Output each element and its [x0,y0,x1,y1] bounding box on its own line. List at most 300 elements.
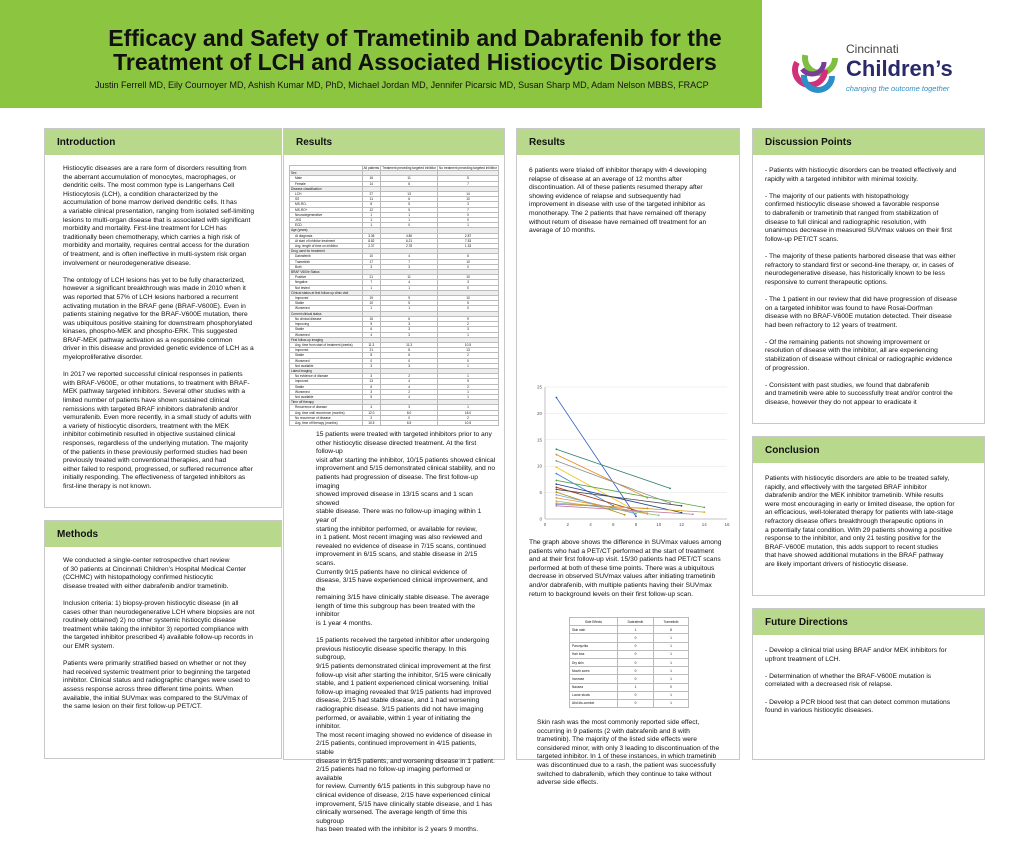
future-directions-panel [752,608,985,760]
data-point [681,505,683,507]
introduction-paragraph: Histiocytic diseases are a rare form of disorders resulting from the aberrant accumulation of monocytes, macrophages, or dendritic cells. The most common type is Langerhans Cell Histiocytosis (LCH), a condition characterized by the accumulation of bone marrow derived dendritic cells. It has a variable clinical presentation, ranging from isolated self-limiting lesions to multi-organ disease that is associated with significant morbidity and mortality. First-line treatment for LCH has traditionally been chemotherapy, which carries a high risk of morbidity and mortality, requires central access for the duration of treatment, and is often ineffective in multi-system risk organ involvement or neurodegenerative disease. [63,165,255,267]
table-cell: Not tested [290,285,363,290]
table-cell: 6 [381,316,438,321]
future-directions-body [753,635,984,716]
table-cell: Nausea [570,683,618,691]
table-cell: 7 [381,259,438,264]
discussion-point: - The majority of these patients harbored disease that was either refractory to standard first or second-line therapy, or, in cases of neurodegenerative disease, has historically known to be less responsive to current therapeutic options. [765,252,956,286]
table-row [570,642,689,650]
poster-header [0,0,762,108]
series-line [556,503,704,512]
table-cell: 1 [438,389,499,394]
table-cell: 1 [654,650,689,658]
table-cell: 10 [362,301,381,306]
table-cell: 0 [438,285,499,290]
table-cell: 2 [438,384,499,389]
table-cell: 2 [438,353,499,358]
table-cell: At diagnosis [290,233,363,238]
table-cell: 0 [617,658,653,666]
introduction-heading: Introduction [45,129,281,155]
results-heading-2: Results [517,129,739,155]
table-cell: Sex [290,171,363,176]
table-cell: Stable [290,327,363,332]
table-cell: 3 [362,374,381,379]
table-cell: 6.21 [381,238,438,243]
methods-panel [44,520,282,759]
table-cell: 9 [381,296,438,301]
table-cell: Worsened [290,306,363,311]
results-panel-2 [516,128,740,787]
table-row [570,675,689,683]
table-cell: Current clinical status [290,311,363,316]
table-cell: 1 [654,642,689,650]
demographics-table-body [290,171,499,426]
table-cell: 3 [438,202,499,207]
table-cell: Mouth sores [570,667,618,675]
side-effects-table [569,617,689,708]
data-point [555,494,557,496]
data-point [624,514,626,516]
table-cell: Abd dis-comfort [570,699,618,707]
data-point [635,515,637,517]
discussion-point: - The 1 patient in our review that did have progression of disease on a targeted inhibitor was found to have Rosai-Dorfman disease with no BRAF-V600E mutation detected. Their disease had been refractory to 12 years of treatment. [765,295,958,329]
table-cell: 10.5 [438,420,499,425]
table-cell: 8 [654,626,689,634]
table-cell: Neurodegenerative [290,212,363,217]
table-cell: Increase [570,675,618,683]
table-cell: Recurrence of disease [290,405,363,410]
x-tick-label: 6 [611,522,615,527]
table-cell: Clinical status at first follow-up clinic visit [290,290,363,295]
table-cell: 4 [381,384,438,389]
data-point [555,466,557,468]
table-cell: 6 [381,181,438,186]
table-cell: 8.82 [362,238,381,243]
table-cell: 1 [438,394,499,399]
table-cell: 1 [381,285,438,290]
table-cell: 13 [381,192,438,197]
table-cell: 8 [362,202,381,207]
table-cell: 0 [617,634,653,642]
table-cell: 8 [381,348,438,353]
table-cell: Avg. time from start of treatment (weeks) [290,342,363,347]
data-point [703,506,705,508]
table-cell: Loose stools [570,691,618,699]
table-cell: 6 [438,254,499,259]
data-point [555,505,557,507]
data-point [692,513,694,515]
introduction-paragraph: The ontology of LCH lesions has yet to be fully characterized, however a significant breakthrough was made in 2010 when it was reported that 57% of LCH lesions harbored a recurrent activating mutation in the BRAF gene (BRAF-V600E). Even in patients staining negative for the BRAF-V600E mutation, there was ubiquitous positive staining for downstream phosphorylated kinases, phospho-MEK and phospho-ERK. This suggested BRAF-MEK pathway activation as a responsible common driver in this disease and provided genetic evidence of LCH as a myeloproliferative disorder. [63,276,254,362]
table-cell: 10.5 [438,342,499,347]
table-cell: 1 [362,223,381,228]
table-cell: Improved [290,379,363,384]
table-cell: Stable [290,301,363,306]
table-cell: 5 [362,322,381,327]
data-point [555,502,557,504]
data-point [555,460,557,462]
table-cell: Disease classification [290,186,363,191]
table-cell: 0 [617,650,653,658]
table-cell: 1 [438,332,499,337]
table-cell: BRAF V600e Status [290,270,363,275]
table-cell: 12.0 [362,410,381,415]
poster-authors: Justin Ferrell MD, Eily Cournoyer MD, Ashish Kumar MD, PhD, Michael Jordan MD, Jennifer Picarsic MD, Susan Sharp MD, Adam Nelson MBBS, FRACP [95,80,709,90]
results-heading-1: Results [284,129,504,155]
graph-description: The graph above shows the difference in SUVmax values among patients who had a PET/CT performed at the start of treatment and at their first follow-up visit. 15/30 patients had PET/CT scans performed at both of these time points. There was a ubiquitous decrease in observed SUVmax values after initiating trametinib and/or dabrafenib, with multiple patients having their SUVmax return to background levels on their first follow-up scan. [529,539,722,598]
table-cell: 4 [362,332,381,337]
results1-paragraph: 15 patients received the targeted inhibitor after undergoing previous histiocytic disease specific therapy. In this subgroup, 9/15 patients demonstrated clinical improvement at the first follow-up visit after starting the inhibitor, 5/15 were clinically stable, and 1 patient experienced clinical worsening. Initial follow-up imaging revealed that 9/15 patients had improved disease, 2/15 had stable disease, and 1 had worsening radiographic disease. 3/15 patients did not have imaging performed, or available, within 1 year of initiating the inhibitor. The most recent imaging showed no evidence of disease in 2/15 patients, continued improvement in 4/15 patients, stable disease in 6/15 patients, and worsening disease in 1 patient. 2/15 patients had no follow-up imaging performed or available for review. Currently 6/15 patients in this subgroup have no clinical evidence of disease, 2/15 have experienced clinical improvement, 5/15 have clinically stable disease, and 1 has clinically worsened. The average length of time this subgroup has been treated with the inhibitor is 2 years 9 months. [316,637,495,834]
table-cell: 5 [381,301,438,306]
table-cell: Worsened [290,358,363,363]
table-cell: 3 [381,264,438,269]
data-point [555,473,557,475]
table-cell: 0 [617,691,653,699]
x-tick-label: 16 [724,522,730,527]
data-point [635,513,637,515]
table-cell: At start of inhibitor treatment [290,238,363,243]
future-directions-heading: Future Directions [753,609,984,635]
introduction-body [45,155,281,492]
table-cell: SS [290,197,363,202]
table-cell: Female [290,181,363,186]
demographics-table [289,165,499,426]
table-cell: 11 [362,197,381,202]
table-cell: 1 [381,212,438,217]
methods-paragraph: Patients were primarily stratified based on whether or not they had received systemic treatment prior to beginning the targeted inhibitor. Clinical status and radiographic changes were used to assess response across three different time points. When available, the initial SUVmax was compared to the SUVmax of the same lesion on their first follow-up PET/CT. [63,660,251,711]
table-cell: No recurrence of disease [290,415,363,420]
table-cell: Stable [290,384,363,389]
table-cell: 2 [381,389,438,394]
table-cell: 17 [362,259,381,264]
table-cell: 7 [362,280,381,285]
table-row [290,420,499,425]
data-point [555,489,557,491]
table-cell: Latest imaging [290,368,363,373]
table-cell: 1 [438,405,499,410]
table-cell: 10 [438,275,499,280]
table-cell: 3 [362,264,381,269]
future-direction-item: - Determination of whether the BRAF-V600E mutation is correlated with a decreased risk of relapse. [765,672,932,689]
table-cell: 3 [362,389,381,394]
table-cell: 6 [381,197,438,202]
table-cell: 3 [381,405,438,410]
table-cell: 5 [381,207,438,212]
table-row [570,667,689,675]
table-cell: 6 [362,327,381,332]
methods-heading: Methods [45,521,281,547]
table-cell: Trametinib [290,259,363,264]
table-cell: 1.33 [438,244,499,249]
results-panel-1 [283,128,505,834]
future-direction-item: - Develop a PCR blood test that can detect common mutations found in various histiocytic diseases. [765,698,951,715]
data-point [703,511,705,513]
table-cell: Hair loss [570,650,618,658]
methods-paragraph: We conducted a single-center retrospective chart review of 30 patients at Cincinnati Children’s Hospital Medical Center (CCHMC) with histopathology confirmed histiocytic disease treated with either dabrafenib and/or trametinib. [63,557,247,590]
poster-title: Efficacy and Safety of Trametinib and Dabrafenib for the Treatment of LCH and Associated Histiocytic Disorders [108,25,722,75]
table-cell: 18.0 [438,410,499,415]
table-cell: LCH [290,192,363,197]
table-header-row [570,618,689,626]
logo-tagline: changing the outcome together [846,84,950,93]
table-cell: Improved [290,348,363,353]
table-cell: 19 [362,296,381,301]
table-cell: 1 [654,691,689,699]
table-cell: 1 [362,306,381,311]
table-cell [570,634,618,642]
table-cell: 7 [438,181,499,186]
table-cell: 1 [362,212,381,217]
introduction-panel [44,128,282,508]
table-header-cell: Trametinib [654,618,689,626]
x-tick-label: 8 [634,522,638,527]
table-cell: 0 [617,667,653,675]
discussion-point: - The majority of our patients with histopathology confirmed histiocytic disease showed a favorable response to dabrafenib or trametinib that ranged from stabilization of disease to full clinical and radiographic resolution, with unanimous decrease in measured SUVmax values on their first follow-up PET/CT scans. [765,192,952,243]
table-cell: 4 [381,394,438,399]
logo-line2: Children’s [846,56,953,81]
table-cell: 3 [381,322,438,327]
y-tick-label: 15 [536,437,542,443]
discussion-panel [752,128,985,424]
table-cell: MS-RO+ [290,207,363,212]
table-cell: 2.87 [438,233,499,238]
table-row [570,650,689,658]
table-cell: 1 [654,699,689,707]
table-cell: 8 [362,353,381,358]
data-point [669,502,671,504]
data-point [555,448,557,450]
table-header-cell: Side Effects [570,618,618,626]
data-point [555,486,557,488]
table-cell: Skin rash [570,626,618,634]
table-cell: Positive [290,275,363,280]
table-cell: 0 [654,683,689,691]
table-cell: JXG [290,218,363,223]
x-tick-label: 0 [543,522,547,527]
table-cell: 11 [381,176,438,181]
data-point [555,480,557,482]
table-row [570,683,689,691]
table-cell: Avg. time until recurrence (months) [290,410,363,415]
table-cell: 5 [362,394,381,399]
table-cell: 15 [362,316,381,321]
table-cell: 2 [362,415,381,420]
table-cell: 0 [617,699,653,707]
table-cell: 5 [438,301,499,306]
table-row [570,699,689,707]
table-cell: 0 [617,675,653,683]
data-point [555,397,557,399]
discussion-body [753,155,984,408]
table-cell: 9 [438,379,499,384]
table-cell: No clinical disease [290,316,363,321]
table-cell: Improved [290,296,363,301]
table-cell: 10 [362,254,381,259]
table-cell: 10 [438,197,499,202]
table-cell: Stable [290,353,363,358]
results2-intro: 6 patients were trialed off inhibitor therapy with 4 developing relapse of disease at an average of 12 months after discontinuation. All of these patients resumed therapy after showing evidence of relapse and subsequently had improvement in disease with use of the targeted inhibitor as monotherapy. The 2 patients that have remained off therapy without return of disease have remained off treatment for an average of 10 months. [529,167,707,235]
table-cell: 2.78 [381,244,438,249]
y-tick-label: 0 [539,516,542,522]
table-cell: 16 [362,176,381,181]
table-cell: 1 [654,658,689,666]
table-cell: Not available [290,394,363,399]
x-tick-label: 2 [566,522,570,527]
table-cell: 2 [438,415,499,420]
table-row [570,634,689,642]
table-cell: 0 [617,642,653,650]
data-point [555,497,557,499]
data-point [669,487,671,489]
table-cell: Avg. time off therapy (months) [290,420,363,425]
table-cell: Time off therapy [290,400,363,405]
table-cell: 13 [438,348,499,353]
table-cell: 0 [438,264,499,269]
table-cell: 9 [438,316,499,321]
table-cell: 1 [381,306,438,311]
table-cell: 11.3 [362,342,381,347]
table-cell: ECD [290,223,363,228]
table-row [570,658,689,666]
introduction-paragraph: In 2017 we reported successful clinical responses in patients with BRAF-V600E, or other mutations, to treatment with BRAF- MEK pathway targeted inhibitors. Several other studies with a limited number of patients have shown sustained clinical remissions with targeted BRAF inhibitors dabrafenib and/or vemurafenib. Even more recently, in a small study of adults with a variety of histiocytic disorders, treatment with the MEK inhibitor cobimetinib resulted in objective sustained clinical responses, regardless of the underlying mutation. The majority of the patients in these previously performed studies had been previously treated with conventional therapies, and had either failed to respond, progressed, or suffered recurrence after initially responding. The effectiveness of targeted inhibitors as first-line therapy is not known. [63,371,253,490]
x-tick-label: 12 [678,522,685,527]
conclusion-heading: Conclusion [753,437,984,463]
data-point [658,514,660,516]
table-cell: Male [290,176,363,181]
table-cell: 1 [362,285,381,290]
table-cell: Both [290,264,363,269]
discussion-point: - Patients with histiocytic disorders can be treated effectively and rapidly with a targeted inhibitor with minimal toxicity. [765,167,957,183]
table-cell: Dry skin [570,658,618,666]
table-cell: 0 [438,218,499,223]
table-cell: 10.5 [362,420,381,425]
y-tick-label: 20 [536,410,542,416]
table-header-cell: Treatment preceding targeted inhibitor [382,166,437,170]
table-cell: 7 [438,207,499,212]
table-cell: 7.53 [438,238,499,243]
table-cell: 1 [438,374,499,379]
table-cell: 1 [654,667,689,675]
table-cell: 1 [617,683,653,691]
table-cell: 4 [381,379,438,384]
table-cell: 0 [381,415,438,420]
table-cell: Negative [290,280,363,285]
table-cell: MS-RO- [290,202,363,207]
table-cell: 3.36 [362,233,381,238]
table-cell: 10 [438,259,499,264]
table-cell: 4 [381,280,438,285]
table-cell: 6.5 [381,420,438,425]
table-cell: 4 [381,254,438,259]
conclusion-panel [752,436,985,596]
x-tick-label: 10 [656,522,662,527]
table-cell: Improving [290,322,363,327]
table-cell: 2 [381,374,438,379]
table-header-cell: All patients [363,166,380,170]
table-cell: 1 [381,218,438,223]
table-cell: 1 [654,634,689,642]
table-cell: 14 [438,192,499,197]
table-cell: Worsened [290,332,363,337]
table-cell: 4 [362,405,381,410]
conclusion-body [753,463,984,570]
table-cell: 0 [381,358,438,363]
table-cell: Avg. length of time on inhibitor [290,244,363,249]
table-cell: 3 [381,327,438,332]
results1-body [284,431,504,844]
side-effects-description: Skin rash was the most commonly reported side effect, occurring in 9 patients (2 with dabrafenib and 8 with trametinib). The majority of the listed side effects were considered minor, with only 3 leading to discontinuation of the targeted inhibitor. In 1 of these instances, in which trametinib was discontinued due to a rash, the patient was successfully switched to dabrafenib, which they continue to take without adverse side effects. [537,719,720,787]
table-cell: 3 [381,363,438,368]
table-header-cell: No treatment preceding targeted inhibitor [439,166,497,170]
table-cell: 0 [438,212,499,217]
table-cell: 1 [438,223,499,228]
table-cell: 0 [438,306,499,311]
table-cell: Age (years) [290,228,363,233]
table-cell: 2 [438,322,499,327]
data-point [555,500,557,502]
table-cell: 14 [362,181,381,186]
table-cell: 21 [362,275,381,280]
table-cell: 0 [362,358,381,363]
y-tick-label: 5 [539,490,542,496]
table-cell: 1 [438,363,499,368]
discussion-point: - Consistent with past studies, we found that dabrafenib and trametinib were able to successfully treat and/or control the disease, however they do not appear to eradicate it [765,381,953,407]
table-cell: 13 [362,379,381,384]
conclusion-paragraph: Patients with histiocytic disorders are able to be treated safely, rapidly, and effectively with the targeted BRAF inhibitor dabrafenib and/or the MEK inhibitor trametinib. While results were most encouraging in early or limited disease, the option for an efficacious, well-tolerated therapy for patients with late-stage refractory disease offers breakthrough therapeutic options in a potentially fatal condition. With 29 patients showing a positive response to the inhibitor, and only 21 testing positive for the BRAF-V600E mutation, this adds support to recent studies that have showed additional mutations in the BRAF pathway are likely important drivers of histiocytic disease. [765,475,955,568]
methods-body [45,547,281,712]
data-point [555,454,557,456]
table-cell: 5 [438,176,499,181]
future-direction-item: - Develop a clinical trial using BRAF and/or MEK inhibitors for upfront treatment of LCH. [765,647,947,663]
table-cell: 6 [381,353,438,358]
table-cell: Paronychia [570,642,618,650]
discussion-point: - Of the remaining patients not showing improvement or resolution of disease with the inhibitor, all are experiencing stabilization of disease without clinical or radiographic evidence of progression. [765,338,953,372]
table-cell: 6 [362,384,381,389]
table-cell: 3 [362,363,381,368]
x-tick-label: 14 [701,522,707,527]
data-point [555,491,557,493]
table-cell: 11 [381,275,438,280]
table-cell: 1 [617,626,653,634]
data-point [555,483,557,485]
table-row [570,691,689,699]
table-cell: 5 [381,202,438,207]
table-cell: 8.0 [381,410,438,415]
table-cell: 2.37 [362,244,381,249]
table-cell: Not available [290,363,363,368]
cincinnati-childrens-logo [790,36,990,100]
table-cell: 21 [362,348,381,353]
methods-paragraph: Inclusion criteria: 1) biopsy-proven histiocytic disease (in all cases other than neurodegenerative LCH where biopsies are not routinely obtained) 2) no other systemic histiocytic disease treatment while taking the inhibitor 3) reported compliance with the targeted inhibitor prescribed 4) available follow-up records in our EMR system. [63,599,255,650]
table-cell: 1 [362,218,381,223]
table-row [570,626,689,634]
table-cell: 3 [438,280,499,285]
table-cell: Worsened [290,389,363,394]
y-tick-label: 25 [536,384,542,390]
table-cell: Dabrafenib [290,254,363,259]
discussion-heading: Discussion Points [753,129,984,155]
table-cell: No evidence of disease [290,374,363,379]
table-cell: 27 [362,192,381,197]
side-effects-table-body [570,626,689,708]
table-cell: Drug used for treatment [290,249,363,254]
logo-line1: Cincinnati [846,42,899,56]
table-cell: 0 [438,358,499,363]
table-cell: 3 [438,327,499,332]
y-tick-label: 10 [536,463,542,469]
table-cell: 11.3 [381,342,438,347]
table-cell: 0 [381,223,438,228]
table-cell: 4.80 [381,233,438,238]
